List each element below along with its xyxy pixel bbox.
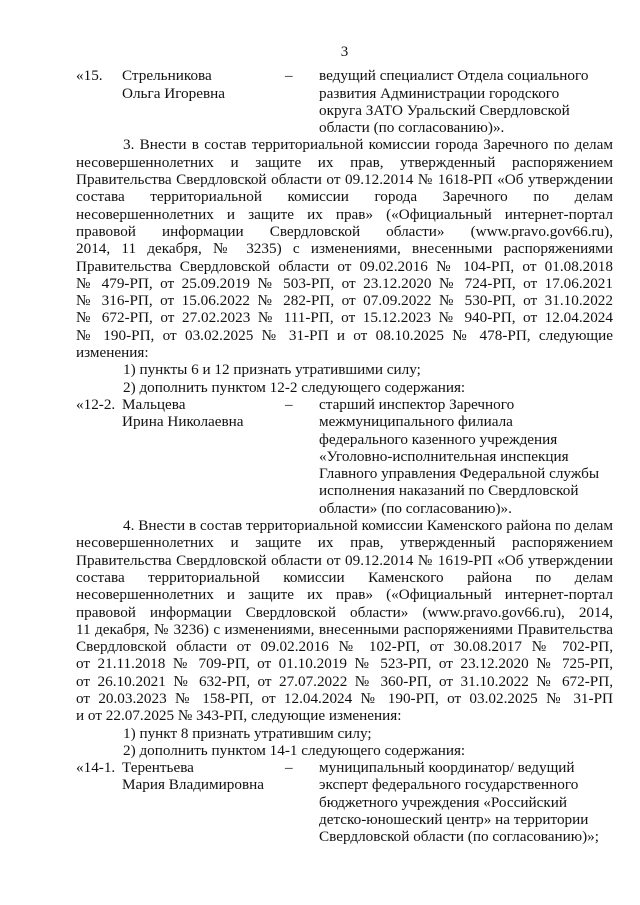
section-4-item-2: 2) дополнить пунктом 14-1 следующего содержания: [123, 741, 466, 759]
section-4-paragraph: 4. Внести в состав территориальной комиссии Каменского района по делам несовершеннолетних и защите их прав, утвержденный распоряжением Правительства Свердловской области от 09.12.2014 № 1619-РП «Об утверждении состава территориальной комиссии Каменского района по делам несовершеннолетних и защите их прав» («Официальный интернет-портал правовой информации Свердловской области» (www.pravo.gov66.ru), 2014, 11 декабря, № 3236) с изменениями, внесенными распоряжениями Правительства Свердловской области от 09.02.2016 № 102-РП, от 30.08.2017 № 702-РП, от 21.11.2018 № 709-РП, от 01.10.2019 № 523-РП, от 23.12.2020 № 725-РП, от 26.10.2021 № 632-РП, от 27.07.2022 № 360-РП, от 31.10.2022 № 672-РП, от 20.03.2023 № 158-РП, от 12.04.2024 № 190-РП, от 03.02.2025 № 31-РП и от 22.07.2025 № 343-РП, следующие изменения: [76, 517, 613, 725]
member-position: ведущий специалист Отдела социального развития Администрации городского округа ЗАТО Уральский Свердловской области (по согласованию)». [319, 67, 589, 137]
member-entry-14-1 [76, 759, 613, 845]
member-position: муниципальный координатор/ ведущий эксперт федерального государственного бюджетного учреждения «Российский детско-юношеский центр» на территории Свердловской области (по согласованию)»; [319, 759, 599, 846]
section-3-item-2: 2) дополнить пунктом 12-2 следующего содержания: [123, 378, 466, 396]
entry-number: «15. [76, 67, 103, 85]
entry-number: «14-1. [76, 759, 116, 777]
member-position: старший инспектор Заречного межмуниципального филиала федерального казенного учреждения «Уголовно-исполнительная инспекция Главного управления Федеральной службы исполнения наказаний по Свердловской области» (по согласованию)». [319, 395, 600, 517]
member-name: Терентьева Мария Владимировна [122, 759, 265, 794]
section-3-paragraph: 3. Внести в состав территориальной комиссии города Заречного по делам несовершеннолетних и защите их прав, утвержденный распоряжением Правительства Свердловской области от 09.12.2014 № 1618-РП «Об утверждении состава территориальной комиссии города Заречного по делам несовершеннолетних и защите их прав» («Официальный интернет-портал правовой информации Свердловской области» (www.pravo.gov66.ru), 2014, 11 декабря, № 3235) с изменениями, внесенными распоряжениями Правительства Свердловской области от 09.02.2016 № 104-РП, от 01.08.2018 № 479-РП, от 25.09.2019 № 503-РП, от 23.12.2020 № 724-РП, от 17.06.2021 № 316-РП, от 15.06.2022 № 282-РП, от 07.09.2022 № 530-РП, от 31.10.2022 № 672-РП, от 27.02.2023 № 111-РП, от 15.12.2023 № 940-РП, от 12.04.2024 № 190-РП, от 03.02.2025 № 31-РП и от 08.10.2025 № 478-РП, следующие изменения: [76, 136, 613, 362]
entry-number: «12-2. [76, 395, 116, 413]
member-name: Стрельникова Ольга Игоревна [122, 67, 226, 102]
section-4-item-1: 1) пункт 8 признать утратившим силу; [123, 724, 372, 742]
member-name: Мальцева Ирина Николаевна [122, 395, 244, 431]
entry-dash: – [285, 67, 293, 85]
member-entry-15 [76, 67, 613, 136]
entry-dash: – [285, 395, 293, 413]
document-page [76, 44, 613, 846]
member-entry-12-2 [76, 396, 613, 517]
section-3-item-1: 1) пункты 6 и 12 признать утратившими силу; [123, 361, 421, 379]
entry-dash: – [285, 759, 293, 777]
page-number: 3 [340, 44, 349, 60]
